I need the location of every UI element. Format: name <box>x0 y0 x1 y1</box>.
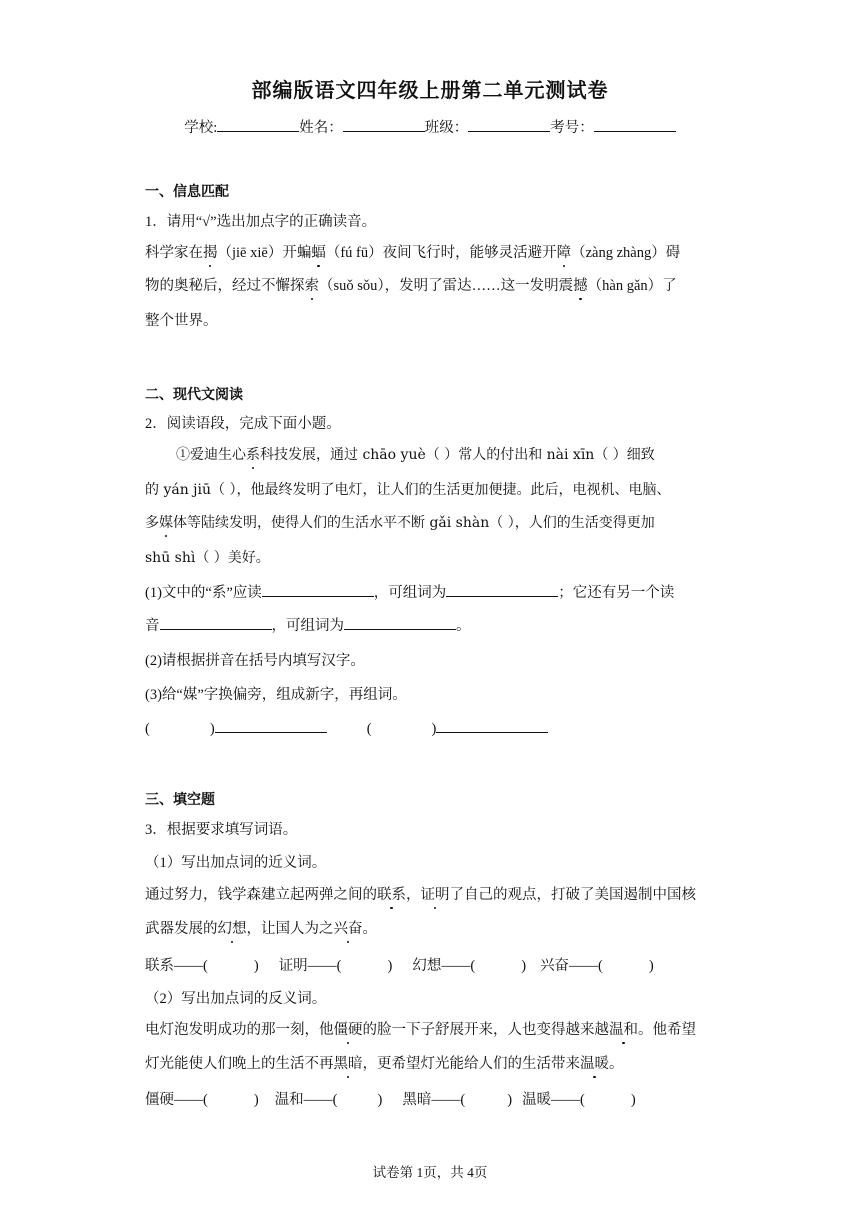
question-3-text-2a: 电灯泡发明成功的那一刻，他僵硬的脸一下子舒展开来，人也变得越来越温和。他希望 <box>145 1018 696 1039</box>
student-info-line <box>0 116 860 137</box>
dotted-word: 证明 <box>421 883 450 904</box>
question-3-text-2b: 灯光能使人们晚上的生活不再黑暗，更希望灯光能给人们的生活带来温暖。 <box>145 1052 624 1073</box>
answer-blank[interactable] <box>446 582 558 597</box>
section-heading-2: 二、现代文阅读 <box>145 388 243 403</box>
passage-line-4: shū shì（ ）美好。 <box>145 550 270 566</box>
question-1-line-3: 整个世界。 <box>145 313 218 329</box>
subquestion-3-answers: ( ) ( ) <box>145 718 548 738</box>
subquestion-2: (2)请根据拼音在括号内填写汉字。 <box>145 653 365 669</box>
question-1-line-1: 科学家在揭（jiē xiē）开蝙蝠（fú fū）夜间飞行时，能够灵活避开障（zàng zhàng）碍 <box>145 241 680 262</box>
synonym-answers: 联系——( ) 证明——( ) 幻想——( ) 兴奋——( ) <box>145 958 654 974</box>
question-1-prompt: 1．请用“√”选出加点字的正确读音。 <box>145 214 377 230</box>
dotted-char: 系 <box>246 444 260 464</box>
exam-number-blank[interactable] <box>594 117 676 132</box>
section-heading-1: 一、信息匹配 <box>145 185 229 200</box>
answer-blank[interactable] <box>344 615 456 630</box>
question-3-prompt: 3．根据要求填写词语。 <box>145 822 298 838</box>
name-label: 姓名： <box>299 120 343 136</box>
dotted-word: 幻想 <box>218 917 247 938</box>
subquestion-1-line-1: (1)文中的“系”应读 ，可组词为 ；它还有另一个读 <box>145 581 674 602</box>
answer-blank[interactable] <box>215 718 327 733</box>
passage-line-3: 多媒体等陆续发明，使得人们的生活水平不断 gǎi shàn（ ），人们的生活变得更加 <box>145 512 655 532</box>
question-3-text-1b: 武器发展的幻想，让国人为之兴奋。 <box>145 917 377 938</box>
school-blank[interactable] <box>217 117 299 132</box>
dotted-char: 蝠 <box>311 241 326 262</box>
passage-line-1: ①爱迪生心系科技发展，通过 chāo yuè（ ）常人的付出和 nài xīn（ ）细致 <box>176 444 655 464</box>
answer-blank[interactable] <box>160 615 272 630</box>
dotted-word: 兴奋 <box>334 917 363 938</box>
subquestion-3: (3)给“媒”字换偏旁，组成新字，再组词。 <box>145 687 407 703</box>
subquestion-1-line-2: 音 ，可组词为 。 <box>145 614 471 635</box>
question-3-part-2: （2）写出加点词的反义词。 <box>145 991 327 1007</box>
dotted-word: 温暖 <box>580 1052 609 1073</box>
section-heading-3: 三、填空题 <box>145 793 215 808</box>
question-1-line-2: 物的奥秘后，经过不懈探索（suǒ sǒu），发明了雷达……这一发明震撼（hàn gǎn）了 <box>145 274 677 295</box>
dotted-char: 索 <box>305 274 320 295</box>
name-blank[interactable] <box>343 117 425 132</box>
dotted-word: 僵硬 <box>334 1018 363 1039</box>
exam-number-label: 考号： <box>550 120 594 136</box>
dotted-char: 撼 <box>573 274 588 295</box>
question-2-prompt: 2．阅读语段，完成下面小题。 <box>145 416 341 432</box>
passage-line-2: 的 yán jiū（ ），他最终发明了电灯，让人们的生活更加便捷。此后，电视机、电脑、 <box>145 482 671 498</box>
class-blank[interactable] <box>468 117 550 132</box>
school-label: 学校: <box>184 120 218 136</box>
question-3-text-1a: 通过努力，钱学森建立起两弹之间的联系，证明了自己的观点，打破了美国遏制中国核 <box>145 883 696 904</box>
antonym-answers: 僵硬——( ) 温和——( ) 黑暗——( ) 温暖——( ) <box>145 1092 636 1108</box>
dotted-char: 揭 <box>203 241 218 262</box>
class-label: 班级： <box>424 120 469 136</box>
answer-blank[interactable] <box>436 718 548 733</box>
dotted-char: 媒 <box>159 512 173 532</box>
answer-blank[interactable] <box>262 582 374 597</box>
page-footer: 试卷第 1页，共 4页 <box>372 1165 488 1180</box>
page-title: 部编版语文四年级上册第二单元测试卷 <box>251 80 609 102</box>
dotted-word: 温和 <box>609 1018 638 1039</box>
question-3-part-1: （1）写出加点词的近义词。 <box>145 855 327 871</box>
dotted-word: 联系 <box>377 883 406 904</box>
dotted-word: 黑暗 <box>334 1052 363 1073</box>
dotted-char: 障 <box>557 241 572 262</box>
